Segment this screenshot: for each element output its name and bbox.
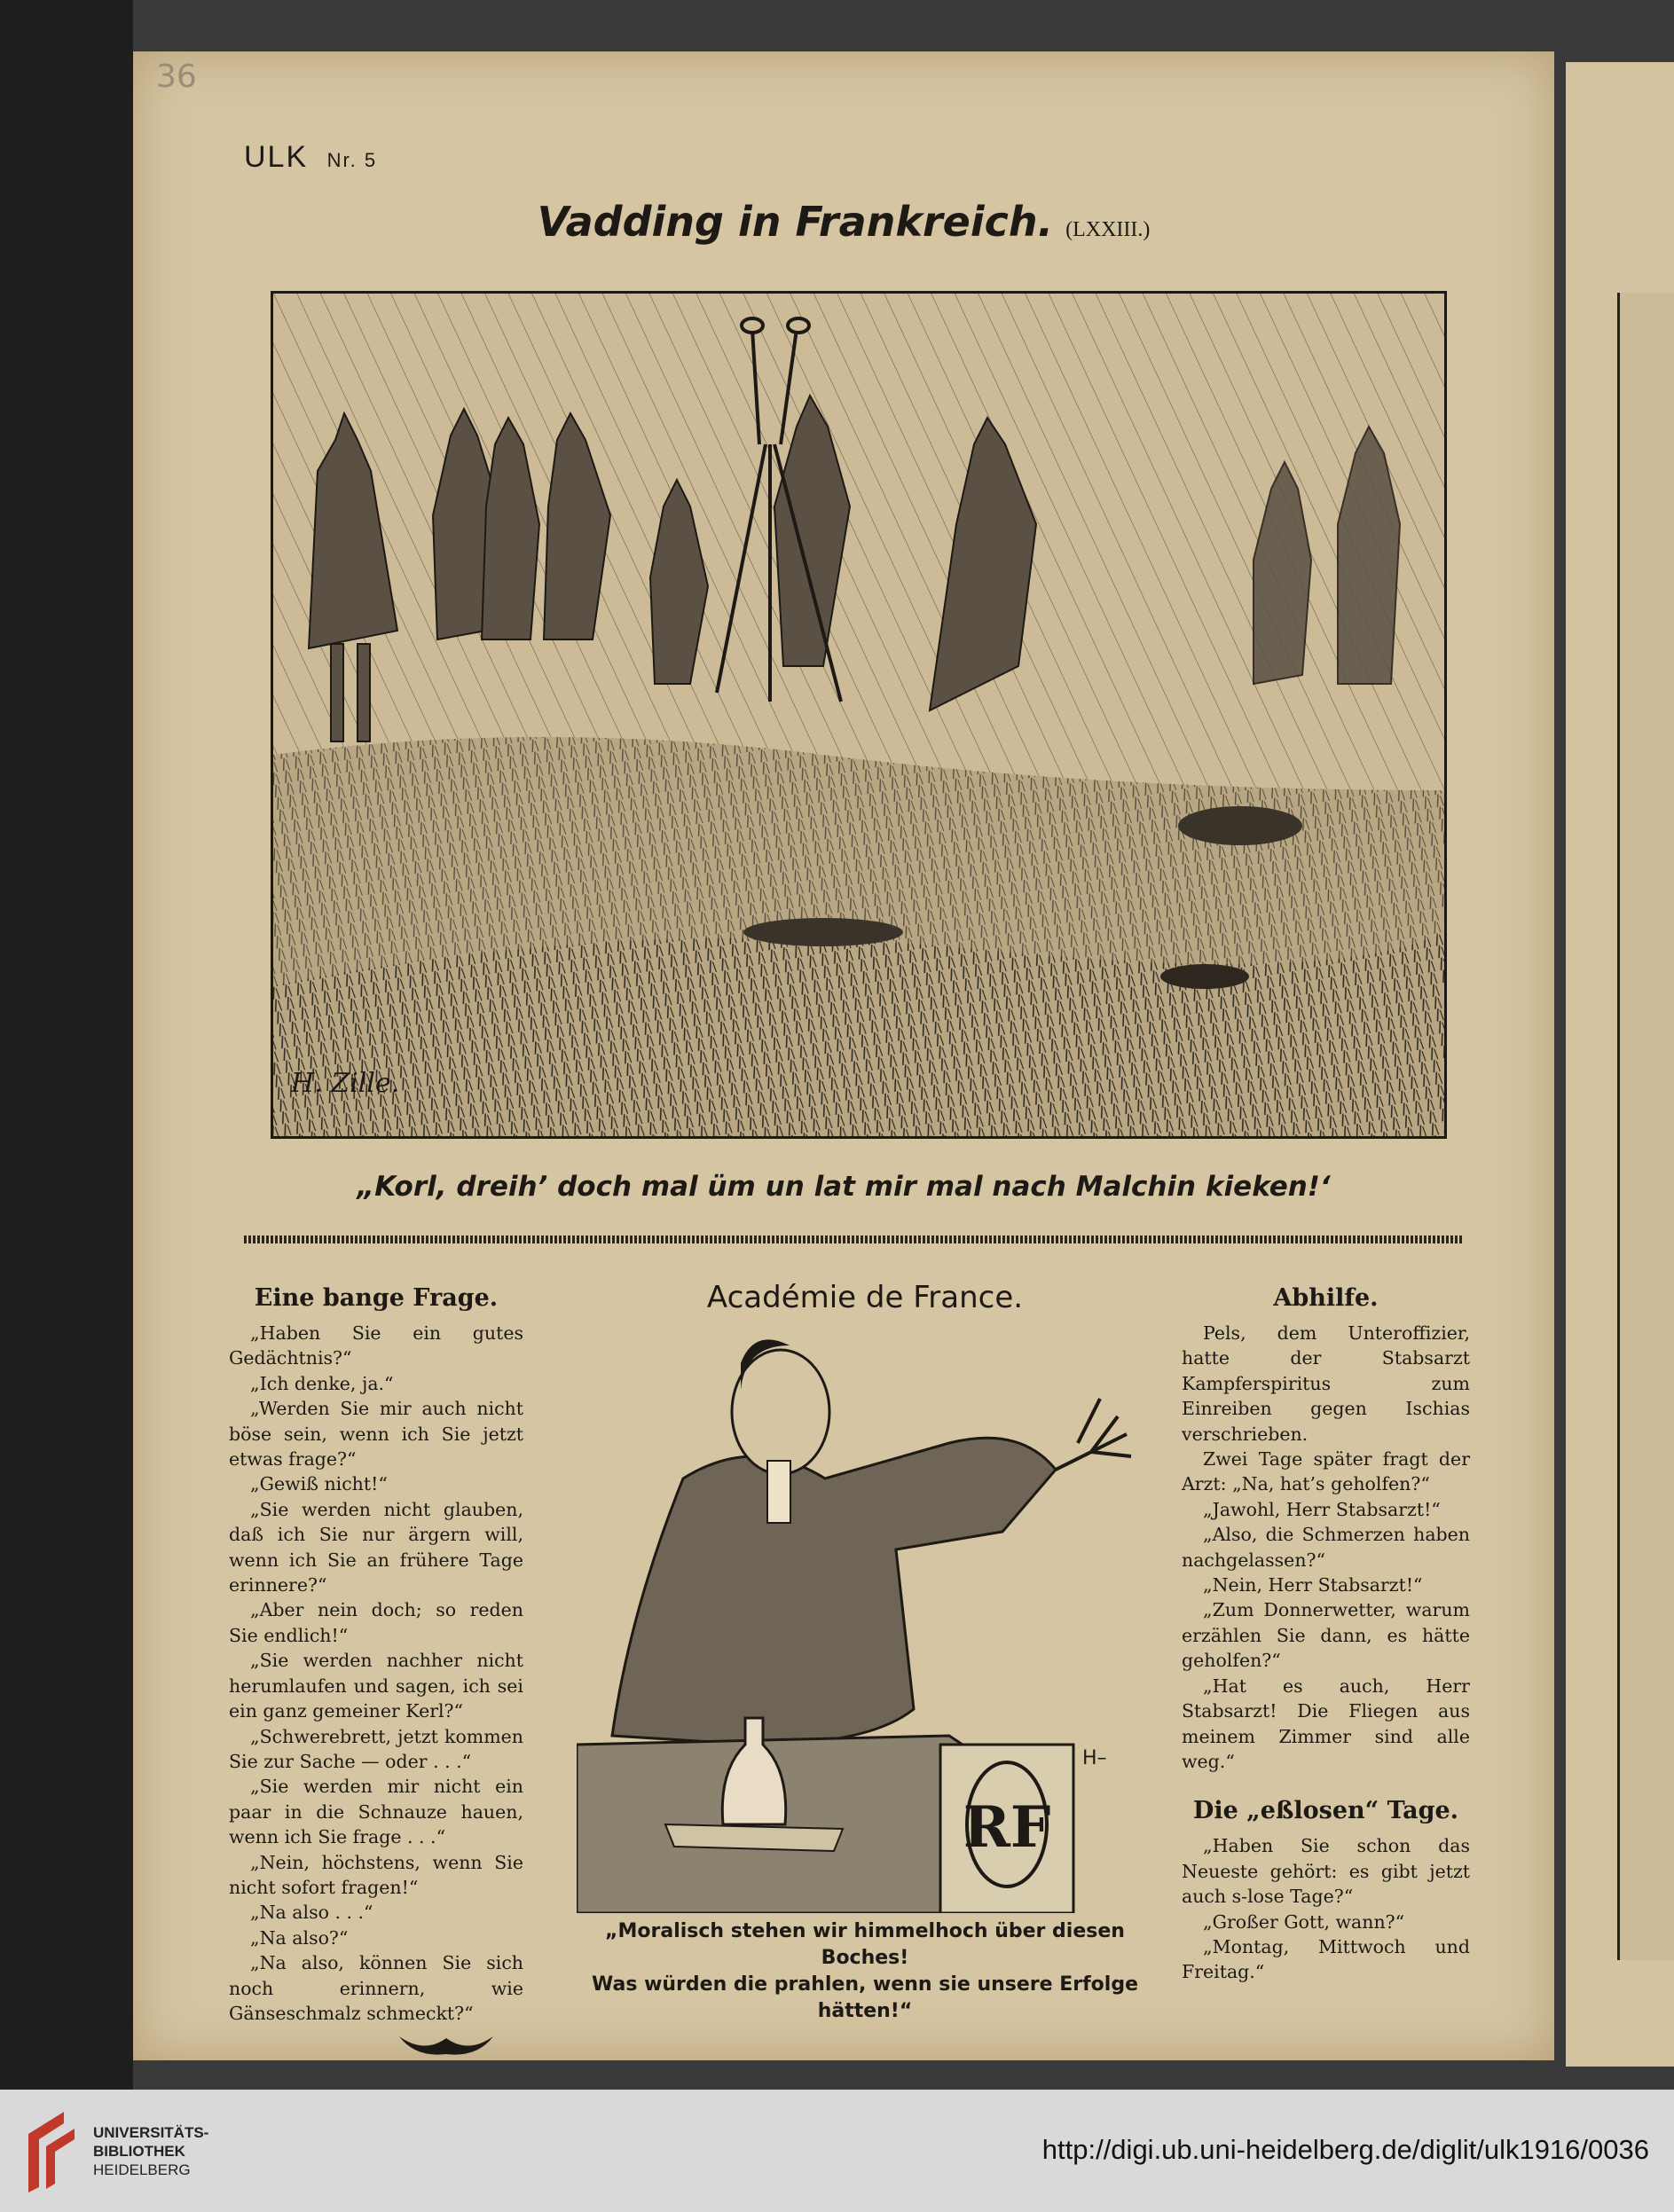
library-name-line: UNIVERSITÄTS- [93,2124,209,2141]
right-column [1182,1284,1470,1985]
cartoon-illustration [271,291,1447,1139]
viewer-footer [0,2090,1674,2212]
middle-column [559,1280,1171,2025]
permalink-url[interactable]: http://digi.ub.uni-heidelberg.de/diglit/ulk1916/0036 [1041,2134,1649,2165]
cartoon-title-text: Vadding in Frankreich. [537,198,1054,246]
paragraph: „Sie werden mir nicht ein paar in die Schnauze hauen, wenn ich Sie frage . . .“ [229,1776,523,1848]
academie-title: Académie de France. [706,1280,1024,1315]
cartoon-series-number: (LXXIII.) [1065,218,1151,241]
cartoon-drawing [273,294,1444,1136]
cartoon-signature: H. Zille. [291,1068,400,1099]
caption-line: „Moralisch stehen wir himmelhoch über diesen Boches! [605,1920,1125,1969]
library-name-line: BIBLIOTHEK [93,2143,185,2160]
paragraph: „Sie werden nachher nicht herumlaufen und sagen, ich sei ein ganz gemeiner Kerl?“ [229,1650,523,1722]
paragraph: „Aber nein doch; so reden Sie endlich!“ [229,1599,523,1646]
academie-caption [559,1918,1171,2025]
paragraph: „Großer Gott, wann?“ [1203,1910,1405,1933]
library-name-line: HEIDELBERG [93,2161,191,2178]
cartoon-title [133,198,1554,246]
paragraph: „Hat es auch, Herr Stabsarzt! Die Fliegen aus meinem Zimmer sind alle weg.“ [1182,1675,1470,1772]
magazine-page [133,51,1554,2060]
section-divider [244,1235,1464,1243]
paragraph: „Schwerebrett, jetzt kommen Sie zur Sache — oder . . .“ [229,1725,523,1772]
paragraph: „Haben Sie schon das Neueste gehört: es gibt jetzt auch s-lose Tage?“ [1182,1835,1470,1908]
bat-ornament-icon [397,2028,495,2059]
paragraph: „Also, die Schmerzen haben nachgelassen?“ [1182,1524,1470,1571]
adjacent-page-edge [1566,62,1674,2067]
paragraph: „Na also?“ [250,1926,349,1949]
paragraph: „Na also . . .“ [250,1902,373,1924]
paragraph: „Gewiß nicht!“ [250,1473,388,1495]
paragraph: Pels, dem Unteroffizier, hatte der Stabsarzt Kampferspiritus zum Einreiben gegen Ischias verschrieben. [1182,1322,1470,1445]
rf-monogram: RF [963,1794,1051,1861]
paragraph: „Zum Donnerwetter, warum erzählen Sie dann, es hätte geholfen?“ [1182,1599,1470,1672]
left-column-title: Eine bange Frage. [254,1284,499,1312]
right-column-title: Abhilfe. [1273,1284,1379,1312]
paragraph: „Montag, Mittwoch und Freitag.“ [1182,1935,1470,1983]
university-library-logo-icon[interactable] [20,2107,83,2196]
academie-illustration [577,1328,1153,1913]
paragraph: „Na also, können Sie sich noch erinnern, wie Gänseschmalz schmeckt?“ [229,1952,523,2024]
pencil-page-number: 36 [156,59,197,95]
caption-line: Was würden die prahlen, wenn sie unsere Erfolge hätten!“ [591,1973,1138,2022]
magazine-name: ULK [244,140,309,174]
paragraph: „Ich denke, ja.“ [250,1372,394,1394]
cartoon-caption: „Korl, dreih’ doch mal üm un lat mir mal nach Malchin kieken!‘ [357,1171,1331,1203]
paragraph: „Nein, Herr Stabsarzt!“ [1203,1574,1423,1596]
right-column-text [1182,1321,1470,1774]
academician-drawing [577,1328,1153,1913]
left-column [229,1284,523,2026]
academie-signature: H– [1082,1747,1107,1769]
right-column-title-2: Die „eßlosen“ Tage. [1192,1797,1459,1825]
paragraph: Zwei Tage später fragt der Arzt: „Na, hat’s geholfen?“ [1182,1448,1470,1495]
book-binding [0,0,133,2090]
issue-number: Nr. 5 [326,149,378,171]
paragraph: „Jawohl, Herr Stabsarzt!“ [1203,1498,1441,1520]
paragraph: „Werden Sie mir auch nicht böse sein, wenn ich Sie jetzt etwas frage?“ [229,1398,523,1471]
library-name[interactable] [93,2123,208,2179]
paragraph: „Sie werden nicht glauben, daß ich Sie nur ärgern will, wenn ich Sie an frühere Tage erinnere?“ [229,1498,523,1596]
paragraph: „Haben Sie ein gutes Gedächtnis?“ [229,1322,523,1369]
right-column-text-2 [1182,1833,1470,1984]
paragraph: „Nein, höchstens, wenn Sie nicht sofort fragen!“ [229,1851,523,1898]
left-column-text [229,1321,523,2026]
running-header [244,140,377,175]
